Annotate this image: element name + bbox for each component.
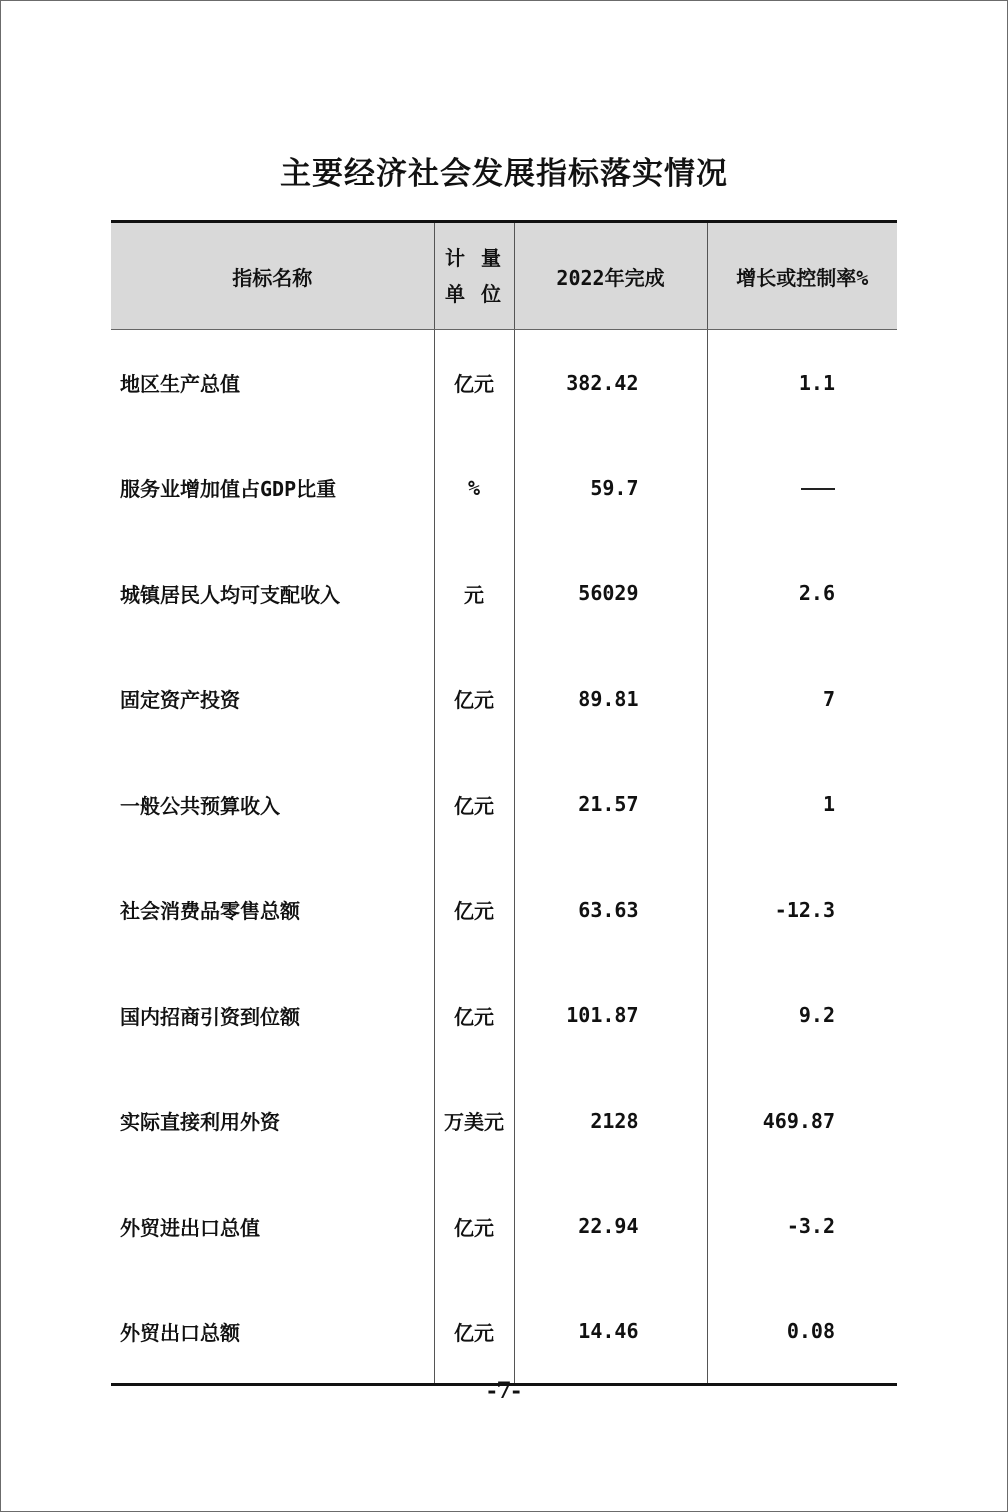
row-unit: 万美元 (434, 1068, 514, 1174)
row-rate: 9.2 (707, 963, 897, 1069)
row-rate: 7 (707, 646, 897, 752)
row-unit: 亿元 (434, 857, 514, 963)
table-row (111, 963, 897, 1069)
row-rate: -3.2 (707, 1174, 897, 1280)
header-unit-line2: 单 位 (444, 282, 504, 306)
row-indicator-name: 城镇居民人均可支配收入 (120, 582, 340, 607)
row-value: 22.94 (514, 1174, 707, 1280)
row-indicator-name: 地区生产总值 (120, 372, 240, 396)
row-indicator-name: 实际直接利用外资 (120, 1110, 280, 1135)
row-rate: 0.08 (707, 1279, 897, 1385)
row-value: 101.87 (514, 963, 707, 1069)
table-row (111, 435, 897, 541)
row-rate (707, 435, 897, 541)
row-value: 56029 (514, 541, 707, 647)
row-indicator-name: 国内招商引资到位额 (120, 1004, 300, 1029)
header-unit-line1: 计 量 (444, 246, 504, 270)
row-indicator-name: 外贸进出口总值 (120, 1215, 260, 1240)
row-rate: 1.1 (707, 330, 897, 436)
table-row (111, 646, 897, 752)
row-unit: 亿元 (434, 646, 514, 752)
row-unit: % (434, 435, 514, 541)
page-number: -7- (487, 1378, 521, 1404)
row-indicator-name: 外贸出口总额 (111, 1279, 434, 1385)
page-title: 主要经济社会发展指标落实情况 (280, 156, 728, 192)
row-value: 14.46 (514, 1279, 707, 1385)
dash-placeholder (801, 488, 835, 490)
header-unit (434, 222, 514, 330)
row-indicator-name: 服务业增加值占GDP比重 (120, 477, 337, 502)
table-row (111, 1174, 897, 1280)
table-row (111, 1279, 897, 1385)
row-unit: 亿元 (434, 1279, 514, 1385)
row-rate: 469.87 (707, 1068, 897, 1174)
row-unit: 亿元 (434, 752, 514, 858)
row-value: 63.63 (514, 857, 707, 963)
row-rate: -12.3 (707, 857, 897, 963)
table-row (111, 857, 897, 963)
row-unit: 亿元 (434, 963, 514, 1069)
row-value: 89.81 (514, 646, 707, 752)
header-value-2022: 2022年完成 (514, 222, 707, 330)
row-rate: 1 (707, 752, 897, 858)
table-row (111, 1068, 897, 1174)
row-rate: 2.6 (707, 541, 897, 647)
table-row (111, 752, 897, 858)
row-indicator-name: 一般公共预算收入 (120, 793, 280, 818)
row-value: 21.57 (514, 752, 707, 858)
header-indicator-name: 指标名称 (111, 222, 434, 330)
table-header-row (111, 222, 897, 330)
row-value: 2128 (514, 1068, 707, 1174)
row-indicator-name: 社会消费品零售总额 (120, 899, 300, 924)
row-unit: 亿元 (434, 1174, 514, 1280)
row-indicator-name: 固定资产投资 (120, 688, 240, 713)
row-unit: 亿元 (434, 330, 514, 436)
header-growth-rate: 增长或控制率% (707, 222, 897, 330)
table-row (111, 541, 897, 647)
row-value: 59.7 (514, 435, 707, 541)
indicators-table (111, 220, 897, 1386)
row-value: 382.42 (514, 330, 707, 436)
table-row (111, 330, 897, 436)
row-unit: 元 (434, 541, 514, 647)
